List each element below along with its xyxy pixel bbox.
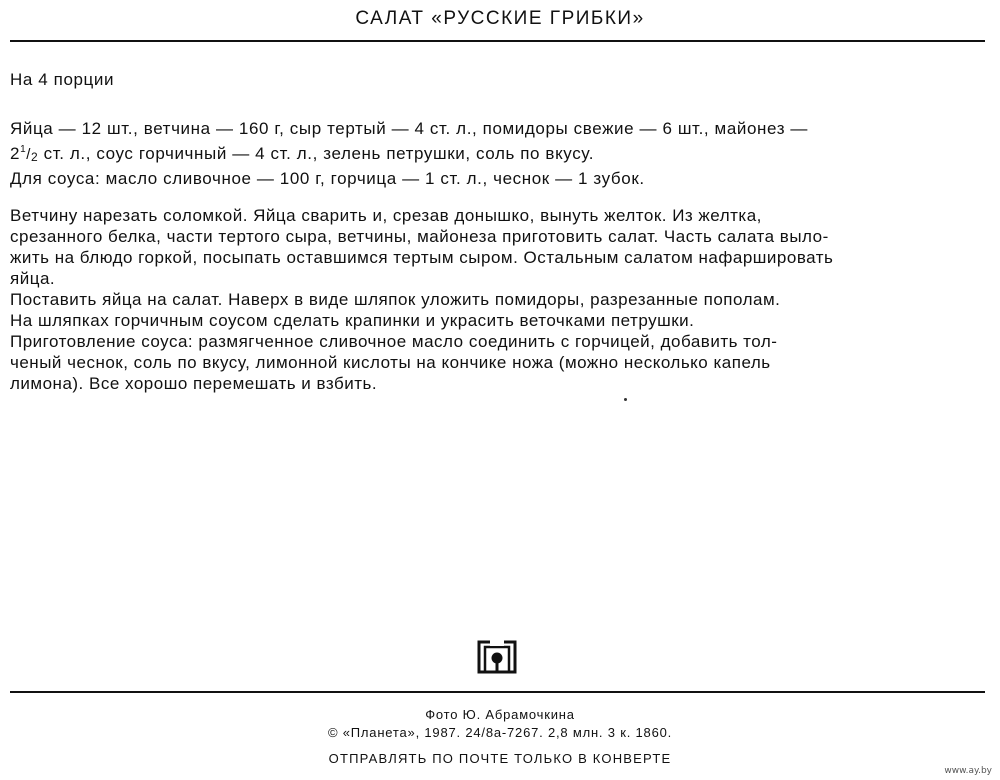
ingredients-line-2-rest: ст. л., соус горчичный — 4 ст. л., зелень петрушки, соль по вкусу. — [38, 144, 595, 163]
bottom-divider — [10, 691, 985, 693]
method-line: ченый чеснок, соль по вкусу, лимонной кислоты на кончике ножа (можно несколько капель — [10, 353, 771, 372]
watermark: www.ay.by — [944, 766, 992, 776]
fraction-denominator: 2 — [31, 150, 39, 164]
ingredients-line-2 — [10, 139, 985, 168]
mailing-instruction: ОТПРАВЛЯТЬ ПО ПОЧТЕ ТОЛЬКО В КОНВЕРТЕ — [328, 751, 672, 766]
ingredients-line-1: Яйца — 12 шт., ветчина — 160 г, сыр тертый — 4 ст. л., помидоры свежие — 6 шт., майонез — — [10, 119, 809, 138]
portions-text: На 4 порции — [10, 70, 115, 89]
fraction-whole: 2 — [10, 144, 21, 163]
method-line: срезанного белка, части тертого сыра, ветчины, майонеза приготовить салат. Часть салата выло- — [10, 227, 829, 246]
method-line: яйца. — [10, 269, 56, 288]
method-line: Приготовление соуса: размягченное сливочное масло соединить с горчицей, добавить тол- — [10, 332, 778, 351]
method-line: Поставить яйца на салат. Наверх в виде шляпок уложить помидоры, разрезанные пополам. — [10, 290, 781, 309]
print-speck — [624, 398, 627, 401]
method-line: На шляпках горчичным соусом сделать крапинки и украсить веточками петрушки. — [10, 311, 695, 330]
photo-credit: Фото Ю. Абрамочкина — [425, 707, 575, 722]
top-divider — [10, 40, 985, 42]
method-line: жить на блюдо горкой, посыпать оставшимся тертым сыром. Остальным салатом нафаршировать — [10, 248, 834, 267]
sauce-ingredients-line: Для соуса: масло сливочное — 100 г, горчица — 1 ст. л., чеснок — 1 зубок. — [10, 169, 645, 188]
fraction-part: $^1/_2$ — [20, 144, 39, 164]
planeta-publisher-logo-icon — [477, 638, 517, 674]
method-block — [10, 205, 985, 394]
publisher-info: © «Планета», 1987. 24/8а-7267. 2,8 млн. 3 к. 1860. — [327, 725, 673, 740]
fraction-numerator: 1 — [20, 144, 27, 155]
method-line: лимона). Все хорошо перемешать и взбить. — [10, 374, 378, 393]
recipe-title: САЛАТ «РУССКИЕ ГРИБКИ» — [355, 8, 645, 29]
method-line: Ветчину нарезать соломкой. Яйца сварить и, срезав донышко, вынуть желток. Из желтка, — [10, 206, 762, 225]
ingredients-block — [10, 118, 985, 189]
